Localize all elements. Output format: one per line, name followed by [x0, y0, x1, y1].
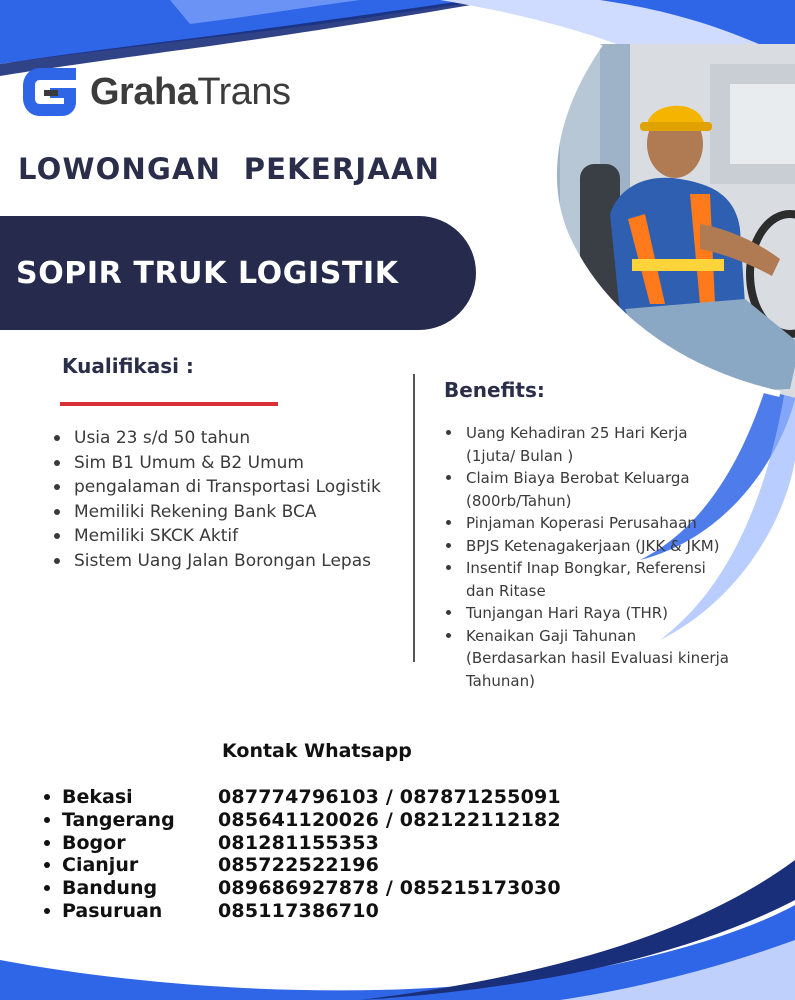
benefit-line: Kenaikan Gaji Tahunan	[466, 626, 637, 645]
contact-city: Bandung	[62, 877, 158, 900]
contact-title: Kontak Whatsapp	[222, 740, 412, 762]
contact-phone: 081281155353	[218, 831, 380, 854]
job-title-banner	[0, 216, 476, 330]
contact-city: Pasuruan	[62, 899, 163, 922]
contact-city: Tangerang	[62, 809, 175, 832]
list-item	[446, 467, 766, 512]
contact-city: Bogor	[62, 831, 126, 854]
list-item	[446, 557, 766, 602]
qualifications-list	[54, 426, 404, 573]
benefit-line: Claim Biaya Berobat Keluarga	[466, 469, 690, 487]
list-item	[446, 535, 766, 558]
page-heading: LOWONGAN PEKERJAAN	[18, 152, 441, 186]
list-item: Memiliki Rekening Bank BCA	[54, 500, 404, 525]
benefit-line: dan Ritase	[466, 581, 546, 600]
list-item: Usia 23 s/d 50 tahun	[54, 426, 404, 451]
benefit-line: (Berdasarkan hasil Evaluasi kinerja	[466, 649, 729, 667]
qualifications-underline	[60, 402, 278, 406]
benefit-line: (800rb/Tahun)	[466, 491, 572, 510]
bullet-icon	[44, 862, 50, 868]
contact-phone: 089686927878 / 085215173030	[218, 877, 561, 900]
benefit-line: Uang Kehadiran 25 Hari Kerja	[466, 424, 688, 442]
benefit-line: Pinjaman Koperasi Perusahaan	[466, 514, 697, 532]
bullet-icon	[44, 908, 50, 914]
contact-phone: 085641120026 / 082122112182	[218, 809, 561, 832]
column-divider	[413, 374, 415, 662]
contact-city: Bekasi	[62, 786, 133, 809]
benefit-line: Insentif Inap Bongkar, Referensi	[466, 559, 706, 577]
benefit-line: Tunjangan Hari Raya (THR)	[466, 604, 669, 622]
grahatrans-logo-icon	[18, 62, 80, 122]
list-item	[446, 422, 766, 467]
truck-driver-photo	[540, 44, 795, 404]
job-title: SOPIR TRUK LOGISTIK	[16, 255, 399, 291]
list-item	[446, 625, 766, 693]
benefit-line: Tahunan)	[466, 671, 535, 690]
bullet-icon	[44, 817, 50, 823]
bullet-icon	[44, 840, 50, 846]
contact-phone: 085117386710	[218, 899, 380, 922]
contact-phone: 087774796103 / 087871255091	[218, 786, 561, 809]
bullet-icon	[44, 885, 50, 891]
list-item: Sim B1 Umum & B2 Umum	[54, 451, 404, 476]
list-item	[446, 512, 766, 535]
list-item: Sistem Uang Jalan Borongan Lepas	[54, 549, 404, 574]
contact-phone: 085722522196	[218, 854, 380, 877]
benefits-list	[446, 422, 766, 692]
contact-row	[44, 809, 604, 832]
contact-city: Cianjur	[62, 854, 139, 877]
contact-row	[44, 831, 604, 854]
contact-row	[44, 899, 604, 922]
contact-row	[44, 786, 604, 809]
brand-logo	[18, 62, 291, 122]
list-item	[446, 602, 766, 625]
contact-list	[44, 786, 604, 922]
benefit-line: BPJS Ketenagakerjaan (JKK & JKM)	[466, 536, 720, 555]
benefits-title: Benefits:	[444, 378, 545, 402]
list-item: Memiliki SKCK Aktif	[54, 524, 404, 549]
contact-row	[44, 877, 604, 900]
contact-row	[44, 854, 604, 877]
list-item: pengalaman di Transportasi Logistik	[54, 475, 404, 500]
benefit-line: (1juta/ Bulan )	[466, 446, 574, 465]
qualifications-title: Kualifikasi :	[62, 354, 194, 378]
brand-name: GrahaTrans	[90, 70, 291, 113]
bullet-icon	[44, 794, 50, 800]
